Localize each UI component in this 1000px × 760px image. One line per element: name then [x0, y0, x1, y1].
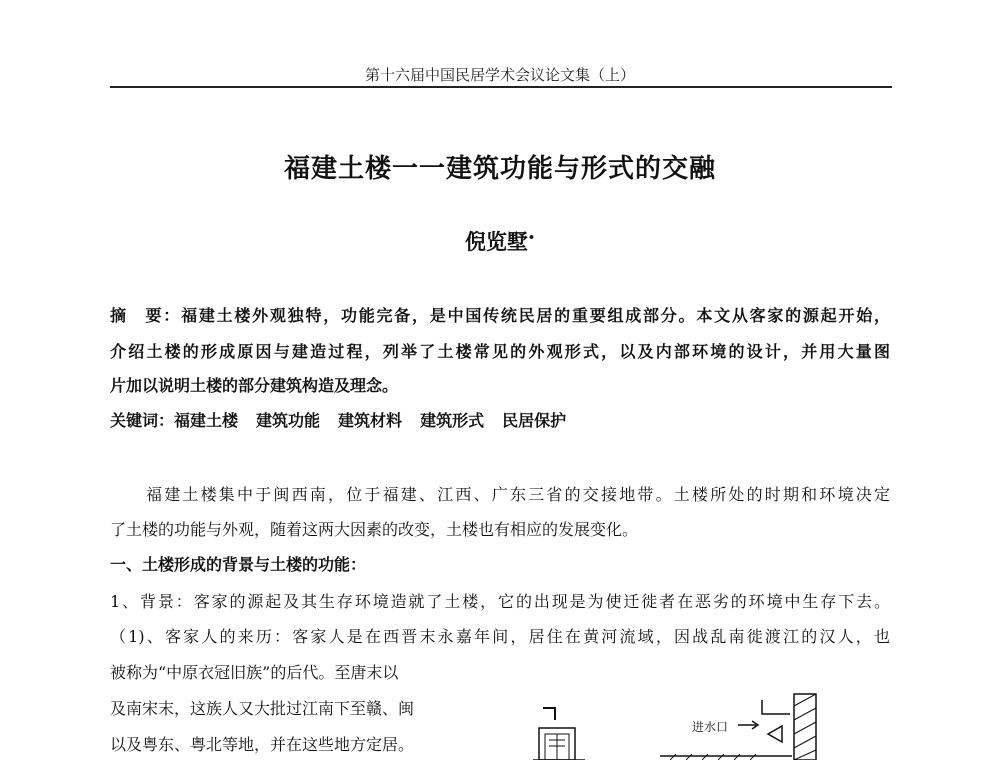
paper-title: 福建土楼一一建筑功能与形式的交融: [283, 154, 716, 184]
abstract-line-1: 摘 要：福建土楼外观独特，功能完备，是中国传统民居的重要组成部分。本文从客家的源起开始，: [110, 306, 890, 325]
author-name: 倪览墅: [464, 229, 528, 254]
subitem-1-line-4: 以及粤东、粤北等地，并在这些地方定居。: [110, 735, 415, 754]
subitem-1-line-3: 及南宋末，这族人又大批过江南下至赣、闽: [110, 699, 415, 718]
plan-sketch-icon: [525, 700, 615, 760]
abstract-line-3: 片加以说明土楼的部分建筑构造及理念。: [110, 376, 399, 395]
keyword: 建筑形式: [420, 411, 485, 430]
keyword: 民居保护: [502, 411, 567, 430]
keyword: 建筑材料: [338, 411, 403, 430]
keyword: 福建土楼: [174, 411, 239, 430]
section-heading-1: 一、土楼形成的背景与土楼的功能：: [110, 555, 367, 574]
author-footnote-mark: •: [527, 231, 536, 244]
header-rule: [110, 86, 892, 88]
figure-earth-building-plan: [525, 700, 615, 760]
abstract-line-2: 介绍土楼的形成原因与建造过程，列举了土楼常见的外观形式，以及内部环境的设计，并用大量图: [110, 342, 890, 361]
keywords-label: 关键词：: [110, 411, 175, 430]
author-line: [0, 226, 1000, 256]
body-paragraph-1-line-2: 了土楼的功能与外观，随着这两大因素的改变，土楼也有相应的发展变化。: [110, 520, 639, 539]
figure-water-inlet-section: [650, 690, 830, 760]
section-sketch-icon: [650, 690, 830, 760]
subitem-1-line-2: 被称为“中原衣冠旧族”的后代。至唐末以: [110, 663, 399, 682]
subitem-1-line-1: （1)、客家人的来历：客家人是在西晋末永嘉年间，居住在黄河流域，因战乱南徙渡江的汉人，也: [110, 627, 890, 646]
item-1-background: 1、背景：客家的源起及其生存环境造就了土楼，它的出现是为使迁徙者在恶劣的环境中生存下去。: [110, 592, 890, 611]
water-inlet-label: 进水口: [692, 720, 729, 734]
running-header: 第十六届中国民居学术会议论文集（上）: [364, 66, 635, 84]
body-paragraph-1-line-1: 福建土楼集中于闽西南，位于福建、江西、广东三省的交接地带。土楼所处的时期和环境决定: [146, 485, 890, 504]
keywords-line: [110, 411, 890, 431]
keyword: 建筑功能: [256, 411, 321, 430]
